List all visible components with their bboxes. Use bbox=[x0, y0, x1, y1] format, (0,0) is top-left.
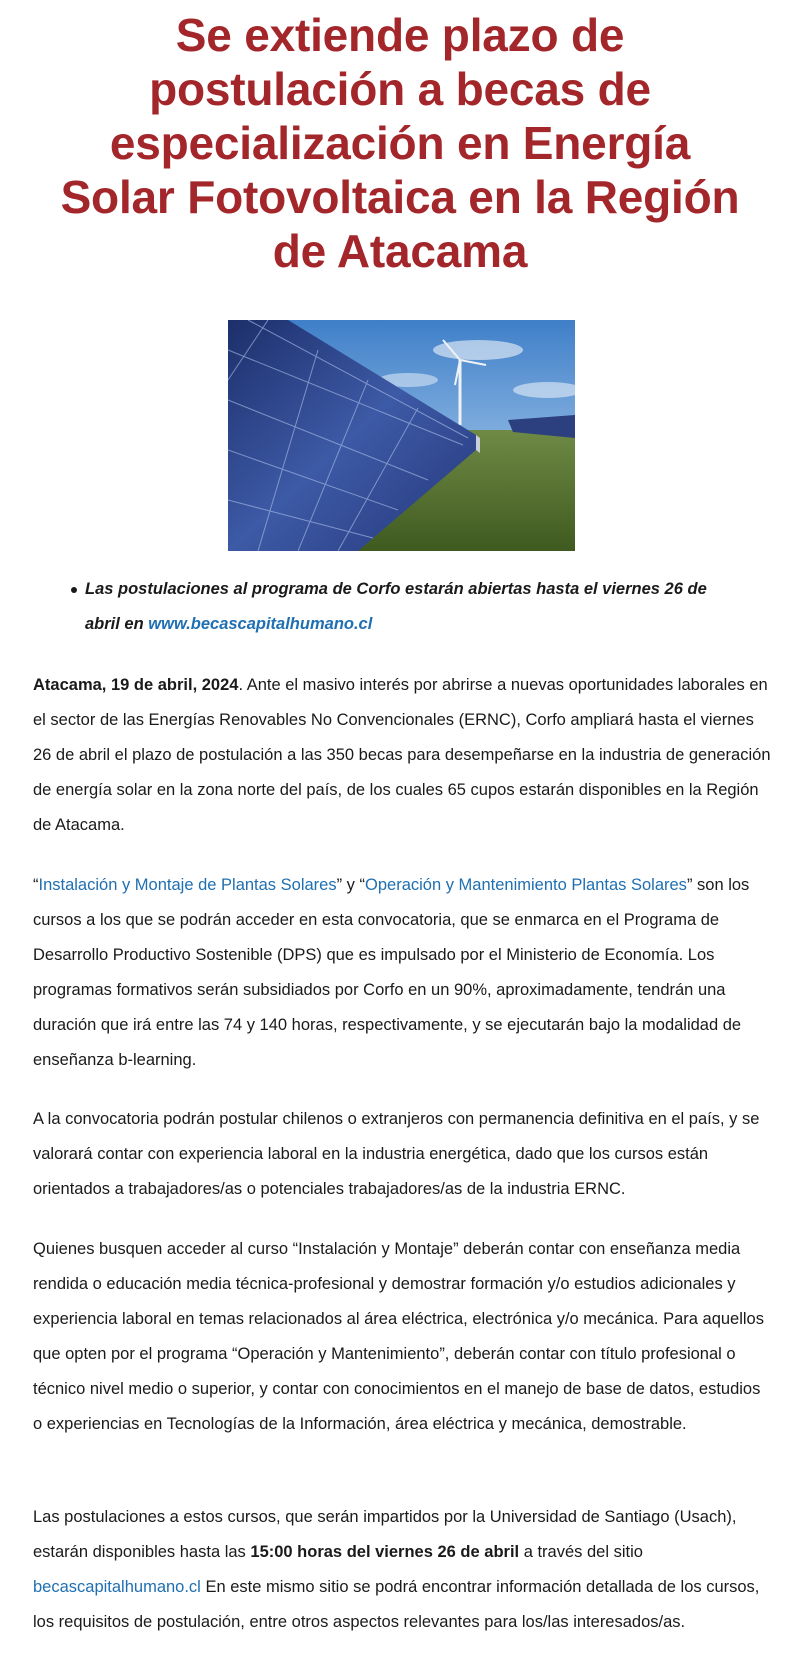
article-headline: Se extiende plazo de postulación a becas de especialización en Energía Solar Fotovoltaica en la Región de Atacama bbox=[60, 9, 740, 277]
quote-open: “ bbox=[33, 876, 39, 894]
paragraph-5-text-2: a través del sitio bbox=[519, 1543, 643, 1561]
paragraph-5 bbox=[33, 1500, 773, 1640]
paragraph-2-text: ” son los cursos a los que se podrán acceder en esta convocatoria, que se enmarca en el Programa de Desarrollo Productivo Sostenible (DPS) que es impulsado por el Ministerio de Economía. Los programas formativos serán subsidiados por Corfo en un 90%, aproximadamente, tendrán una duración que irá entre las 74 y 140 horas, respectivamente, y se ejecutarán bajo la modalidad de enseñanza b-learning. bbox=[33, 876, 750, 1069]
solar-panels-image bbox=[228, 320, 575, 551]
paragraph-4: Quienes busquen acceder al curso “Instalación y Montaje” deberán contar con enseñanza media rendida o educación media técnica-profesional y demostrar formación y/o estudios adicionales y experiencia laboral en temas relacionados al área eléctrica, electrónica y/o mecánica. Para aquellos que opten por el programa “Operación y Mantenimiento”, deberán contar con título profesional o técnico nivel medio o superior, y contar con conocimientos en el manejo de base de datos, estudios o experiencias en Tecnologías de la Información, área eléctrica y mecánica, demostrable. bbox=[33, 1240, 764, 1433]
deadline-text: 15:00 horas del viernes 26 de abril bbox=[250, 1543, 520, 1561]
becas-site-link[interactable]: becascapitalhumano.cl bbox=[33, 1578, 201, 1596]
highlight-list bbox=[0, 572, 800, 642]
paragraph-2 bbox=[33, 868, 773, 1078]
quote-separator: ” y “ bbox=[336, 876, 366, 894]
paragraph-3: A la convocatoria podrán postular chilenos o extranjeros con permanencia definitiva en el país, y se valorará contar con experiencia laboral en la industria energética, dado que los cursos están orientados a trabajadores/as o potenciales trabajadores/as de la industria ERNC. bbox=[33, 1110, 760, 1198]
dateline: Atacama, 19 de abril, 2024 bbox=[33, 676, 239, 694]
course-link-instalacion[interactable]: Instalación y Montaje de Plantas Solares bbox=[38, 876, 337, 894]
highlight-item bbox=[85, 572, 800, 642]
paragraph-1 bbox=[33, 668, 773, 843]
course-link-operacion[interactable]: Operación y Mantenimiento Plantas Solares bbox=[365, 876, 687, 894]
paragraph-5-text-3: En este mismo sitio se podrá encontrar información detallada de los cursos, los requisitos de postulación, entre otros aspectos relevantes para los/las interesados/as. bbox=[33, 1578, 760, 1631]
paragraph-5-text-1: Las postulaciones a estos cursos, que serán impartidos por la Universidad de Santiago (Usach), estarán disponibles hasta las bbox=[33, 1508, 737, 1561]
paragraph-1-text: . Ante el masivo interés por abrirse a nuevas oportunidades laborales en el sector de las Energías Renovables No Convencionales (ERNC), Corfo ampliará hasta el viernes 26 de abril el plazo de postulación a las 350 becas para desempeñarse en la industria de generación de energía solar en la zona norte del país, de los cuales 65 cupos estarán disponibles en la Región de Atacama. bbox=[33, 676, 771, 834]
highlight-text: Las postulaciones al programa de Corfo estarán abiertas hasta el viernes 26 de abril en bbox=[85, 580, 707, 633]
becas-link[interactable]: www.becascapitalhumano.cl bbox=[148, 615, 373, 633]
